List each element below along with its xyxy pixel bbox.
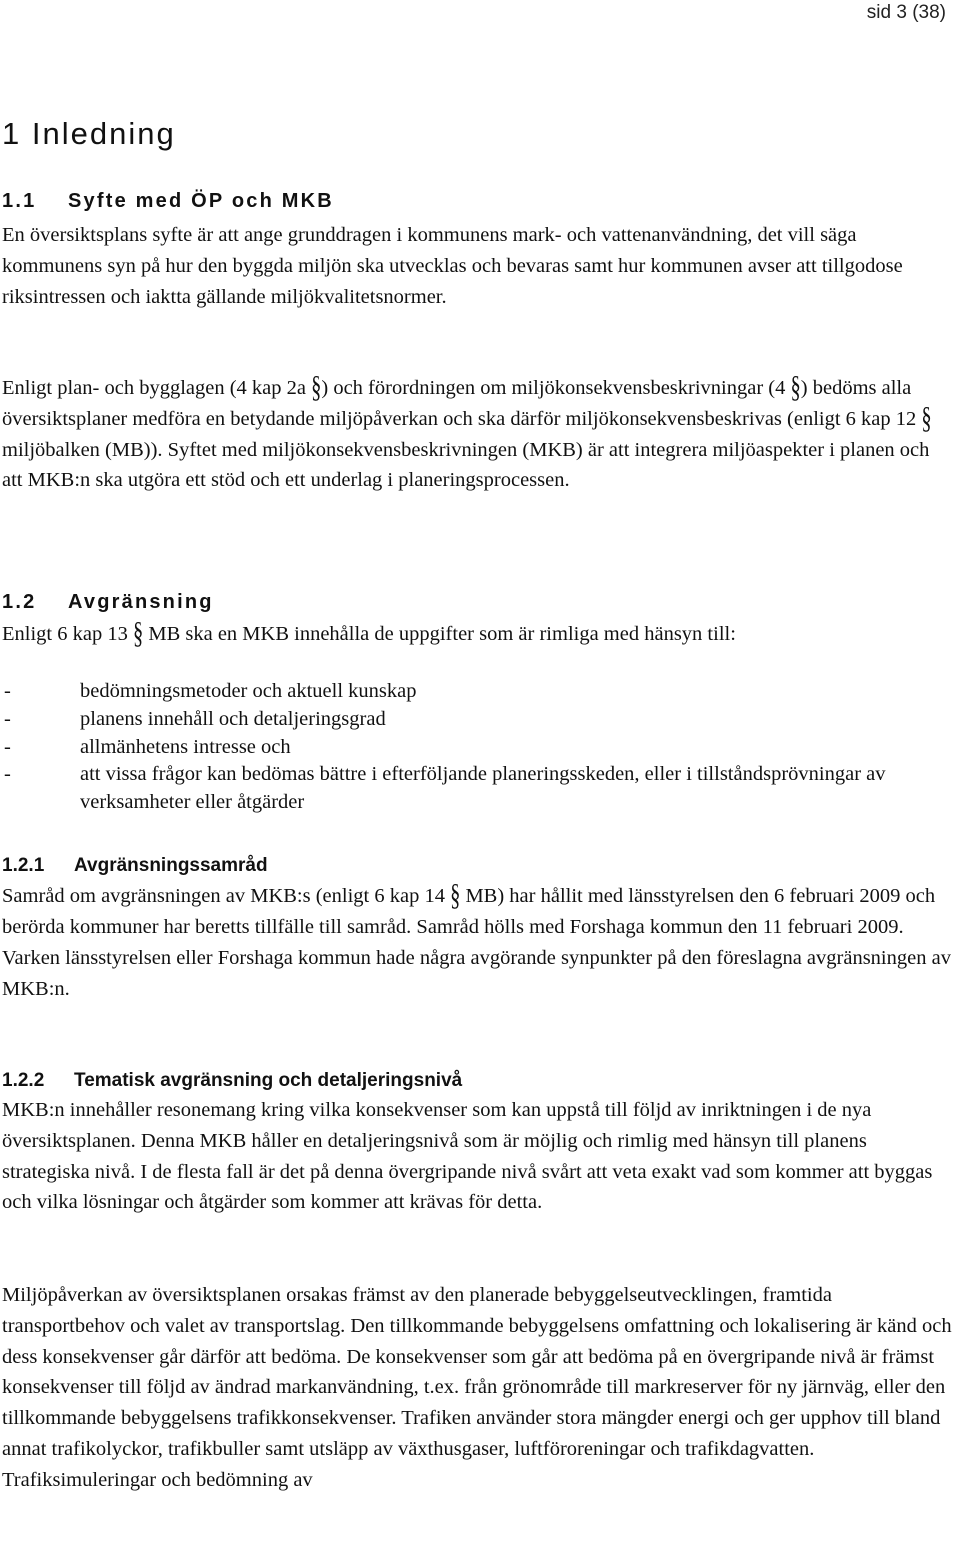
- limitation-list: [2, 678, 952, 817]
- section-title: Syfte med ÖP och MKB: [68, 190, 334, 212]
- page-number: sid 3 (38): [866, 2, 946, 23]
- list-bullet: -: [4, 707, 11, 730]
- section-heading-1-2: [2, 591, 214, 614]
- list-item: [2, 761, 952, 817]
- section-number: 1.2.1: [2, 855, 45, 876]
- list-item-text: att vissa frågor kan bedömas bättre i efterföljande planeringsskeden, eller i tillståndsprövningar av verksamheter eller åtgärder: [80, 763, 886, 814]
- section-sign: §: [450, 879, 461, 913]
- paragraph-mkb-legal: Enligt plan- och bygglagen (4 kap 2a §) och förordningen om miljökonsekvensbeskrivningar (4 §) bedöms alla översiktsplaner medföra en betydande miljöpåverkan och ska därför miljökonsekvensbeskrivas (enligt 6 kap 12 § miljöbalken (MB)). Syftet med miljökonsekvensbeskrivningen (MKB) är att integrera miljöaspekter i planen och att MKB:n ska utgöra ett stöd och ett underlag i planeringsprocessen.: [2, 373, 952, 496]
- paragraph-environmental-impact: Miljöpåverkan av översiktsplanen orsakas främst av den planerade bebyggelseutvecklingen, framtida transportbehov och valet av transportslag. Den tillkommande bebyggelsens omfattning och lokalisering är känd och dess konsekvenser går därför att bedöma. De konsekvenser som går att bedöma på en övergripande nivå är främst konsekvenser till följd av ändrad markanvändning, t.ex. från grönområde till markreserver för ny järnväg, eller den tillkommande bebyggelsens trafikkonsekvenser. Trafiken använder stora mängder energi och ger upphov till bland annat trafikolyckor, trafikbuller samt utsläpp av växthusgaser, luftföroreningar och trafikdagvatten. Trafiksimuleringar och bedömning av: [2, 1284, 952, 1491]
- list-bullet: -: [4, 763, 11, 786]
- section-title: Avgränsning: [68, 591, 214, 613]
- paragraph-consultation: Samråd om avgränsningen av MKB:s (enligt 6 kap 14 § MB) har hållit med länsstyrelsen den 6 februari 2009 och berörda kommuner har beretts tillfälle till samråd. Samråd hölls med Forshaga kommun den 11 februari 2009. Varken länsstyrelsen eller Forshaga kommun hade några avgörande synpunkter på den föreslagna avgränsningen av MKB:n.: [2, 881, 952, 1005]
- paragraph-limitation-intro: Enligt 6 kap 13 § MB ska en MKB innehålla de uppgifter som är rimliga med hänsyn till:: [2, 620, 952, 649]
- section-heading-1-2-1: [2, 855, 268, 877]
- list-item: [2, 734, 952, 762]
- section-sign: §: [311, 371, 322, 405]
- paragraph-purpose: En översiktsplans syfte är att ange grunddragen i kommunens mark- och vattenanvändning, det vill säga kommunens syn på hur den byggda miljön ska utvecklas och bevaras samt hur kommunen avser att tillgodose riksintressen och iaktta gällande miljökvalitetsnormer.: [2, 224, 903, 308]
- section-number: 1.1: [2, 190, 37, 212]
- list-bullet: -: [4, 735, 11, 758]
- section-heading-1-2-2: [2, 1070, 462, 1092]
- section-sign: §: [921, 402, 932, 436]
- list-item-text: allmänhetens intresse och: [80, 735, 291, 758]
- list-item-text: bedömningsmetoder och aktuell kunskap: [80, 680, 417, 702]
- section-sign: §: [790, 371, 801, 405]
- paragraph-thematic-scope: MKB:n innehåller resonemang kring vilka konsekvenser som kan uppstå till följd av inriktningen i de nya översiktsplanen. Denna MKB håller en detaljeringsnivå som är möjlig och rimlig med hänsyn till planens strategiska nivå. I de flesta fall är det på denna övergripande nivå svårt att veta exakt vad som kommer att byggas och vilka lösningar och åtgärder som kommer att krävas för detta.: [2, 1099, 933, 1214]
- section-number: 1.2: [2, 591, 37, 613]
- list-item: [2, 706, 952, 734]
- section-sign: §: [132, 617, 144, 651]
- section-title: Avgränsningssamråd: [74, 855, 268, 876]
- section-number: 1.2.2: [2, 1070, 45, 1091]
- section-title: Tematisk avgränsning och detaljeringsnivå: [74, 1070, 463, 1091]
- list-bullet: -: [4, 680, 11, 702]
- list-item: [2, 678, 952, 706]
- section-heading-1-1: [2, 190, 334, 213]
- chapter-heading: 1 Inledning: [2, 116, 176, 151]
- list-item-text: planens innehåll och detaljeringsgrad: [80, 707, 386, 730]
